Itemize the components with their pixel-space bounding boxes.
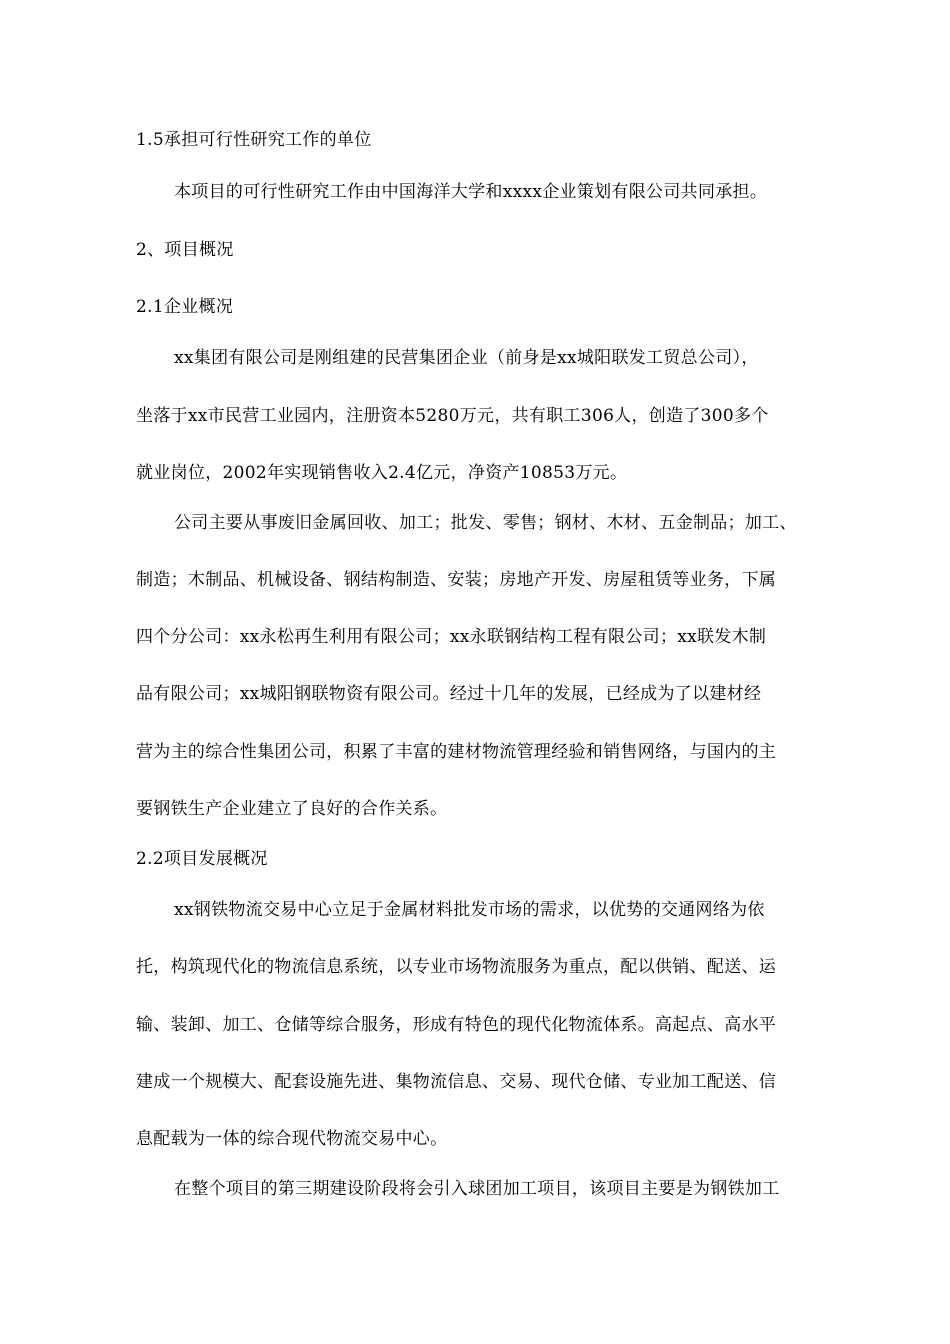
paragraph-line: xx集团有限公司是刚组建的民营集团企业（前身是xx城阳联发工贸总公司）， [174, 348, 759, 368]
paragraph-line: 品有限公司；xx城阳钢联物资有限公司。经过十几年的发展，已经成为了以建材经 [136, 684, 762, 704]
paragraph-line: 输、装卸、加工、仓储等综合服务，形成有特色的现代化物流体系。高起点、高水平 [136, 1015, 777, 1035]
paragraph-line: 息配载为一体的综合现代物流交易中心。 [136, 1129, 448, 1149]
paragraph-line: 坐落于xx市民营工业园内，注册资本5280万元，共有职工306人，创造了300多个 [136, 406, 769, 426]
paragraph-line: 本项目的可行性研究工作由中国海洋大学和xxxx企业策划有限公司共同承担。 [174, 182, 768, 202]
section-heading-2-2: 2.2项目发展概况 [136, 849, 268, 869]
paragraph-line: 建成一个规模大、配套设施先进、集物流信息、交易、现代仓储、专业加工配送、信 [136, 1072, 777, 1092]
paragraph-line: 营为主的综合性集团公司，积累了丰富的建材物流管理经验和销售网络，与国内的主 [136, 742, 777, 762]
paragraph-line: 在整个项目的第三期建设阶段将会引入球团加工项目，该项目主要是为钢铁加工 [174, 1179, 780, 1199]
section-heading-1-5: 1.5承担可行性研究工作的单位 [136, 130, 372, 150]
paragraph-line: 四个分公司：xx永松再生利用有限公司；xx永联钢结构工程有限公司；xx联发木制 [136, 627, 767, 647]
section-heading-2: 2、项目概况 [136, 240, 234, 260]
paragraph-line: 公司主要从事废旧金属回收、加工；批发、零售；钢材、木材、五金制品；加工、 [174, 513, 797, 533]
paragraph-line: xx钢铁物流交易中心立足于金属材料批发市场的需求，以优势的交通网络为依 [174, 900, 765, 920]
section-heading-2-1: 2.1企业概况 [136, 297, 234, 317]
paragraph-line: 托，构筑现代化的物流信息系统，以专业市场物流服务为重点，配以供销、配送、运 [136, 957, 777, 977]
paragraph-line: 就业岗位，2002年实现销售收入2.4亿元，净资产10853万元。 [136, 463, 628, 483]
paragraph-line: 制造；木制品、机械设备、钢结构制造、安装；房地产开发、房屋租赁等业务，下属 [136, 570, 777, 590]
paragraph-line: 要钢铁生产企业建立了良好的合作关系。 [136, 799, 448, 819]
